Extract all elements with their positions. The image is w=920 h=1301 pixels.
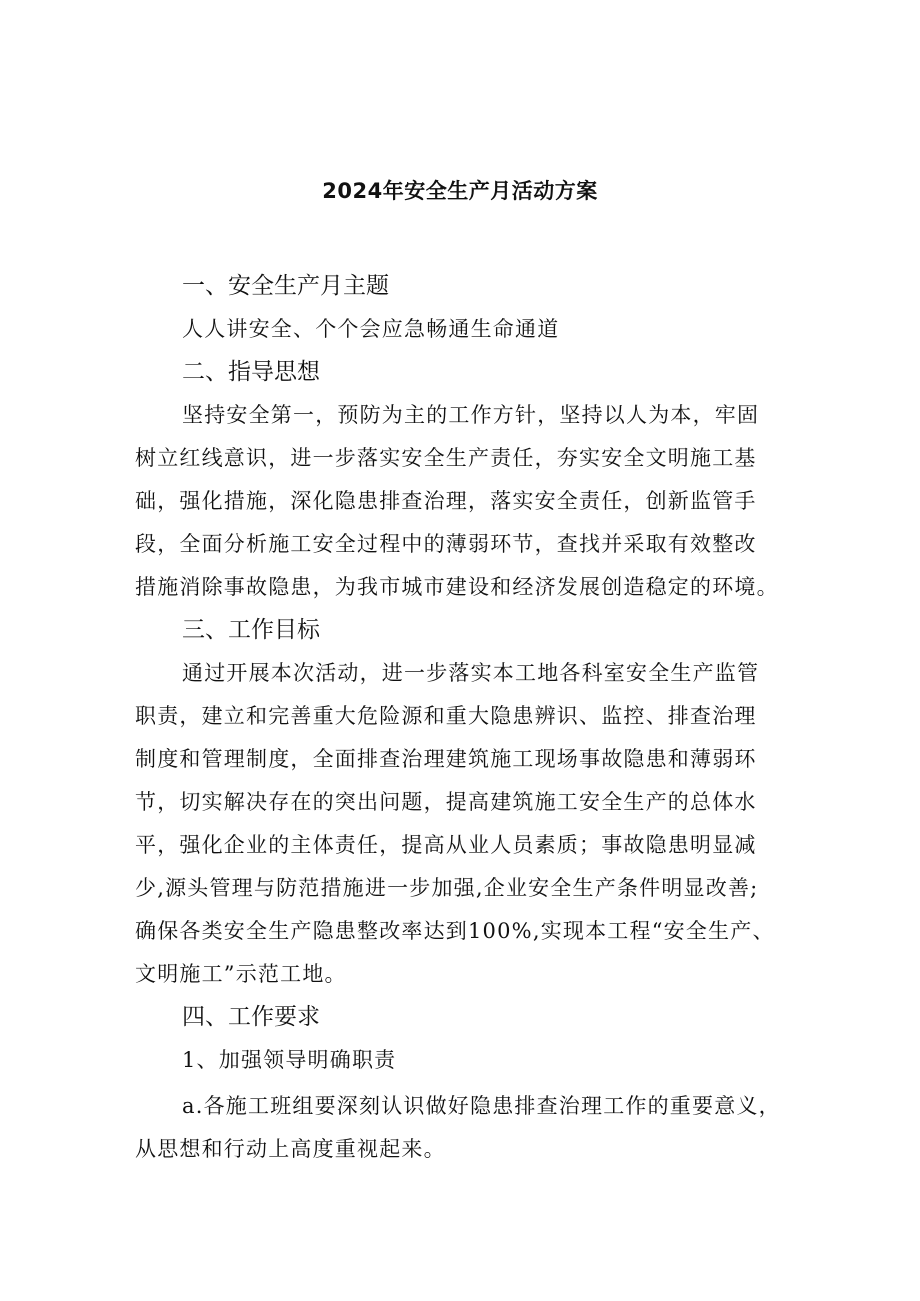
- paragraph-line: 树立红线意识，进一步落实安全生产责任，夯实安全文明施工基: [135, 446, 757, 470]
- paragraph-line: 从思想和行动上高度重视起来。: [135, 1137, 446, 1161]
- section-heading-work-goals: 三、工作目标: [182, 617, 320, 643]
- paragraph-line: 措施消除事故隐患，为我市城市建设和经济发展创造稳定的环境。: [135, 575, 779, 599]
- paragraph-line: 职责，建立和完善重大危险源和重大隐患辨识、监控、排查治理: [135, 704, 757, 728]
- section-heading-guiding-ideology: 二、指导思想: [182, 359, 320, 385]
- paragraph-line: 段，全面分析施工安全过程中的薄弱环节，查找并采取有效整改: [135, 532, 757, 556]
- paragraph-line: 文明施工”示范工地。: [135, 962, 347, 986]
- paragraph-line: 制度和管理制度，全面排查治理建筑施工现场事故隐患和薄弱环: [135, 747, 757, 771]
- section-heading-theme: 一、安全生产月主题: [182, 273, 389, 299]
- paragraph-line: 坚持安全第一，预防为主的工作方针，坚持以人为本，牢固: [182, 403, 760, 427]
- section-heading-work-requirements: 四、工作要求: [182, 1004, 320, 1030]
- paragraph-line: 平，强化企业的主体责任，提高从业人员素质；事故隐患明显减: [135, 833, 757, 857]
- paragraph-line: 节，切实解决存在的突出问题，提高建筑施工安全生产的总体水: [135, 790, 757, 814]
- paragraph-line: 础，强化措施，深化隐患排查治理，落实安全责任，创新监管手: [135, 489, 757, 513]
- theme-text: 人人讲安全、个个会应急畅通生命通道: [182, 317, 560, 341]
- paragraph-line: 通过开展本次活动，进一步落实本工地各科室安全生产监管: [182, 661, 760, 685]
- paragraph-line: a.各施工班组要深刻认识做好隐患排查治理工作的重要意义，: [182, 1094, 781, 1118]
- document-title: 2024年安全生产月活动方案: [322, 179, 598, 203]
- paragraph-line: 少,源头管理与防范措施进一步加强,企业安全生产条件明显改善;: [135, 876, 759, 900]
- paragraph-line: 确保各类安全生产隐患整改率达到100%,实现本工程“安全生产、: [135, 919, 775, 943]
- subheading-line: 1、加强领导明确职责: [182, 1048, 397, 1072]
